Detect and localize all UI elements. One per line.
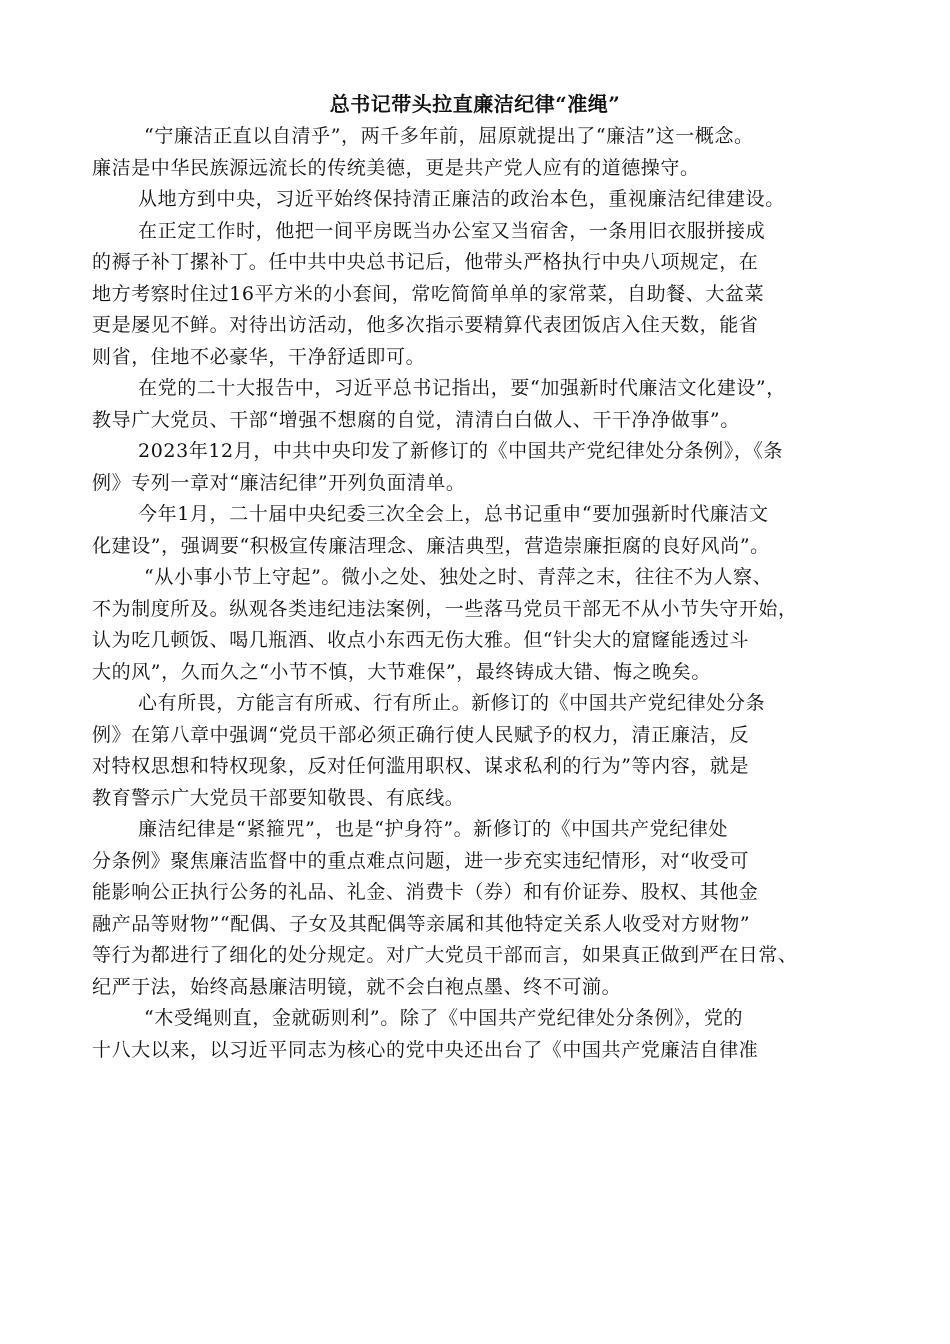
paragraph-line: 等行为都进行了细化的处分规定。对广大党员干部而言，如果真正做到严在日常、: [92, 944, 798, 966]
paragraph-line: 教导广大党员、干部“增强不想腐的自觉，清清白白做人、干干净净做事”。: [92, 408, 740, 431]
paragraph-line: 廉洁是中华民族源远流长的传统美德，更是共产党人应有的道德操守。: [92, 156, 700, 179]
paragraph-line: 在正定工作时，他把一间平房既当办公室又当宿舍，一条用旧衣服拼接成: [138, 219, 766, 242]
article-title: 总书记带头拉直廉洁纪律“准绳”: [329, 92, 621, 116]
paragraph-line: 大的风”，久而久之“小节不慎，大节难保”，最终铸成大错、悔之晚矣。: [92, 660, 711, 683]
paragraph-line: 地方考察时住过16平方米的小套间，常吃简简单单的家常菜，自助餐、大盆菜: [92, 282, 765, 305]
paragraph-line: “从小事小节上守起”。微小之处、独处之时、青萍之末，往往不为人察、: [144, 566, 773, 588]
paragraph-line: 认为吃几顿饭、喝几瓶酒、收点小东西无伤大雅。但“针尖大的窟窿能透过斗: [92, 629, 750, 651]
paragraph-line: “木受绳则直，金就砺则利”。除了《中国共产党纪律处分条例》，党的: [144, 1007, 744, 1029]
paragraph-line: 更是屡见不鲜。对待出访活动，他多次指示要精算代表团饭店入住天数，能省: [92, 314, 759, 336]
paragraph-line: 融产品等财物”“配偶、子女及其配偶等亲属和其他特定关系人收受对方财物”: [92, 912, 751, 935]
paragraph-line: 心有所畏，方能言有所戒、行有所止。新修订的《中国共产党纪律处分条: [138, 692, 766, 714]
paragraph-line: 2023年12月，中共中央印发了新修订的《中国共产党纪律处分条例》，《条: [138, 440, 784, 462]
paragraph-line: 的褥子补丁摞补丁。任中共中央总书记后，他带头严格执行中央八项规定，在: [92, 251, 759, 273]
paragraph-line: 十八大以来，以习近平同志为核心的党中央还出台了《中国共产党廉洁自律准: [92, 1038, 759, 1061]
paragraph-line: 廉洁纪律是“紧箍咒”，也是“护身符”。新修订的《中国共产党纪律处: [138, 818, 729, 840]
paragraph-line: 从地方到中央，习近平始终保持清正廉洁的政治本色，重视廉洁纪律建设。: [138, 188, 785, 210]
paragraph-line: 纪严于法，始终高悬廉洁明镜，就不会白袍点墨、终不可湔。: [92, 975, 622, 998]
article-body: [92, 121, 892, 1066]
paragraph-line: 不为制度所及。纵观各类违纪违法案例，一些落马党员干部无不从小节失守开始，: [92, 597, 798, 620]
paragraph-line: 则省，住地不必豪华，干净舒适即可。: [92, 345, 426, 368]
paragraph-line: 分条例》聚焦廉洁监督中的重点难点问题，进一步充实违纪情形，对“收受可: [92, 849, 750, 872]
paragraph-line: 对特权思想和特权现象，反对任何滥用职权、谋求私利的行为”等内容，就是: [92, 755, 750, 777]
paragraph-line: 在党的二十大报告中，习近平总书记指出，要“加强新时代廉洁文化建设”，: [138, 377, 786, 399]
paragraph-line: 例》专列一章对“廉洁纪律”开列负面清单。: [92, 471, 466, 494]
paragraph-line: 能影响公正执行公务的礼品、礼金、消费卡（券）和有价证券、股权、其他金: [92, 881, 759, 903]
paragraph-line: “宁廉洁正直以自清乎”，两千多年前，屈原就提出了“廉洁”这一概念。: [144, 125, 754, 147]
paragraph-line: 化建设”，强调要“积极宣传廉洁理念、廉洁典型，营造崇廉拒腐的良好风尚”。: [92, 534, 770, 557]
paragraph-line: 教育警示广大党员干部要知敬畏、有底线。: [92, 786, 465, 809]
paragraph-line: 例》在第八章中强调“党员干部必须正确行使人民赋予的权力，清正廉洁，反: [92, 723, 750, 746]
paragraph-line: 今年1月，二十届中央纪委三次全会上，总书记重申“要加强新时代廉洁文: [138, 503, 769, 525]
